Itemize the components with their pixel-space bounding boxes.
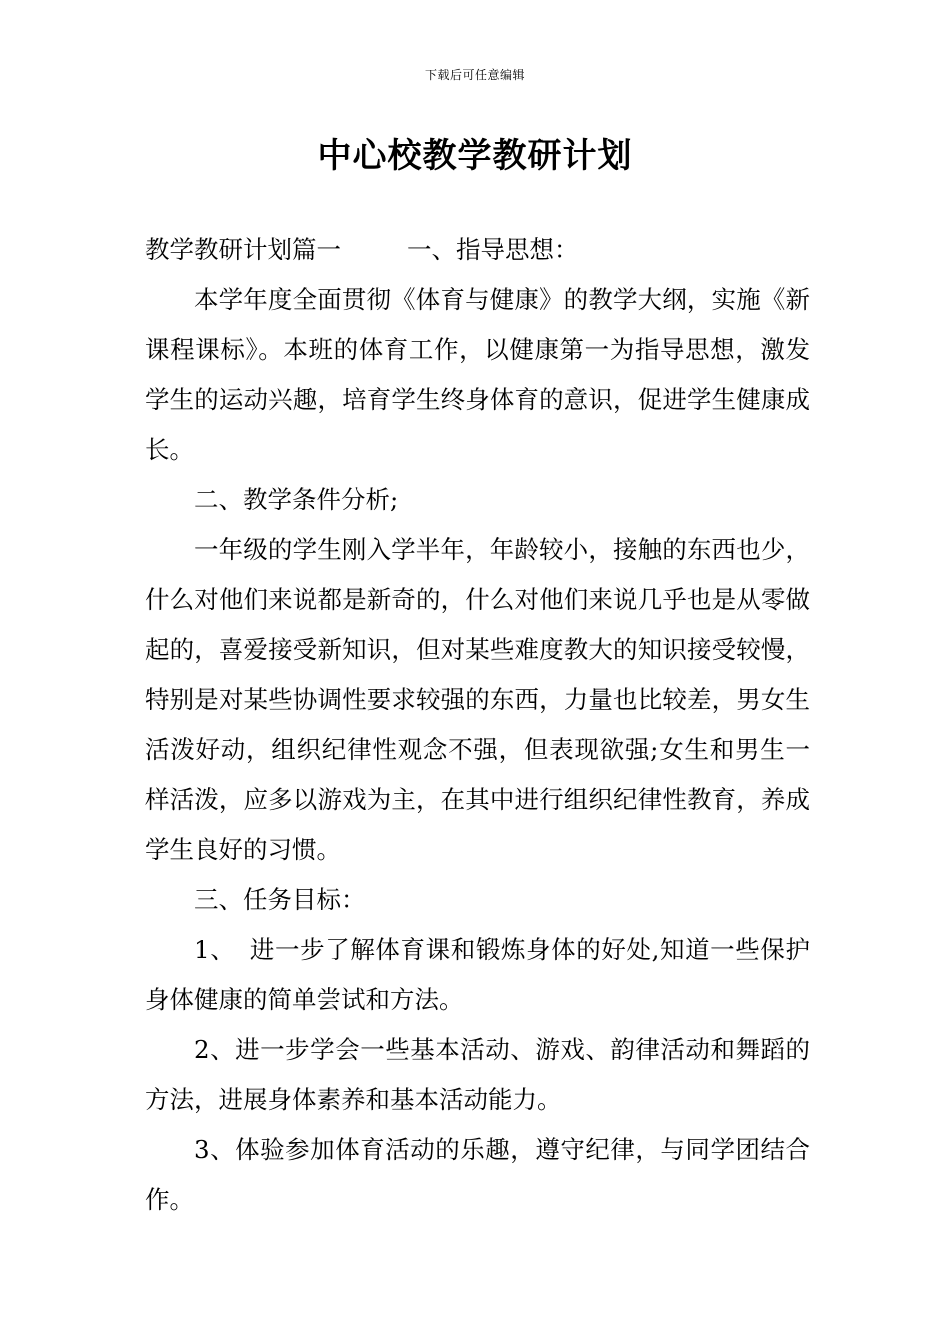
document-title: 中心校教学教研计划 [317,136,633,176]
section-heading-3: 三、任务目标： [194,885,366,914]
section-heading-2: 二、教学条件分析; [194,485,399,514]
goal-item-2: 2、进一步学会一些基本活动、游戏、韵律活动和舞蹈的方法，进展身体素养和基本活动能力。 [145,1035,810,1114]
goal-item-3: 3、体验参加体育活动的乐趣，遵守纪律，与同学团结合作。 [145,1135,810,1214]
paragraph-2: 一年级的学生刚入学半年，年龄较小，接触的东西也少，什么对他们来说都是新奇的，什么对他们来说几乎也是从零做起的，喜爱接受新知识，但对某些难度教大的知识接受较慢，特别是对某些协调性要求较强的东西，力量也比较差，男女生活泼好动，组织纪律性观念不强，但表现欲强;女生和男生一样活泼，应多以游戏为主，在其中进行组织纪律性教育，养成学生良好的习惯。 [145,535,810,864]
intro-line [145,225,810,275]
goal-item-1-text: 进一步了解体育课和锻炼身体的好处,知道一些保护身体健康的简单尝试和方法。 [145,935,810,1014]
document-body [145,225,810,1225]
section-label: 教学教研计划篇一 [145,235,341,264]
goal-item-1 [145,925,810,1025]
goal-item-1-number: 1、 [194,935,236,964]
paragraph-1: 本学年度全面贯彻《体育与健康》的教学大纲，实施《新课程课标》。本班的体育工作，以健康第一为指导思想，激发学生的运动兴趣，培育学生终身体育的意识，促进学生健康成长。 [145,285,810,464]
section-heading-1: 一、指导思想： [407,235,579,264]
header-note: 下载后可任意编辑 [424,68,525,82]
